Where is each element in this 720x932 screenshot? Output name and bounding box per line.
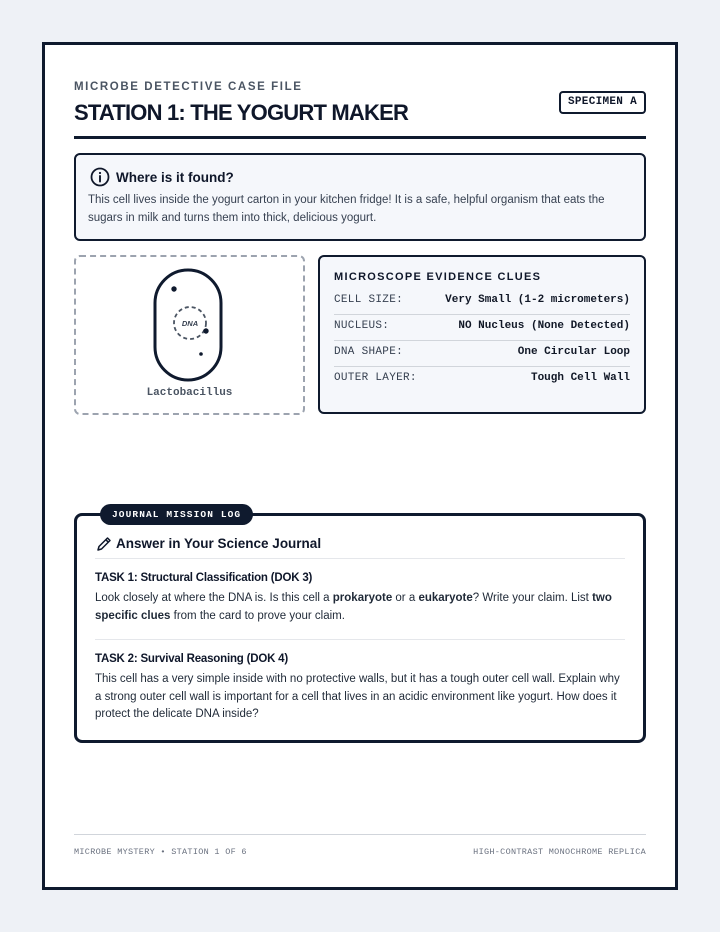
habitat-title: Where is it found? [116, 170, 234, 185]
clue-label: NUCLEUS: [334, 320, 390, 332]
clue-label: OUTER LAYER: [334, 372, 417, 384]
page-title: STATION 1: THE YOGURT MAKER [74, 100, 409, 125]
habitat-description: This cell lives inside the yogurt carton in your kitchen fridge! It is a safe, helpful organism that eats the sugars in milk and turns them into thick, delicious yogurt. [88, 194, 605, 224]
journal-mission-tag: JOURNAL MISSION LOG [100, 504, 253, 525]
journal-divider [95, 639, 625, 640]
clue-row-dna-shape [334, 342, 630, 367]
task-1-prompt: Look closely at where the DNA is. Is this cell a prokaryote or a eukaryote? Write your claim. List two specific clues from the card to prove your claim. [95, 592, 612, 622]
pencil-icon [96, 536, 112, 552]
species-name: Lactobacillus [146, 387, 233, 399]
clue-label: CELL SIZE: [334, 294, 404, 306]
clue-value: One Circular Loop [517, 346, 630, 358]
clue-row-outer-layer [334, 368, 630, 393]
footer-rule [74, 834, 646, 835]
task-2-heading: TASK 2: Survival Reasoning (DOK 4) [95, 653, 288, 665]
bacterium-illustration [151, 266, 226, 384]
keyword-two-clues: two specific clues [95, 592, 612, 622]
ribosome-dot [171, 286, 176, 291]
clue-value: NO Nucleus (None Detected) [458, 320, 630, 332]
clue-label: DNA SHAPE: [334, 346, 404, 358]
task-1-heading: TASK 1: Structural Classification (DOK 3) [95, 572, 313, 584]
specimen-badge: SPECIMEN A [559, 91, 646, 114]
task-2-prompt: This cell has a very simple inside with no protective walls, but it has a tough outer cell wall. Explain why a strong outer cell wall is important for a cell that lives in an acidic environment like yogurt. How does it protect the delicate DNA inside? [95, 673, 620, 720]
footer-station: MICROBE MYSTERY • STATION 1 OF 6 [74, 847, 247, 857]
case-file-page [42, 42, 678, 890]
keyword-prokaryote: prokaryote [332, 592, 393, 604]
ribosome-dot [199, 352, 203, 356]
ribosome-dot [203, 328, 208, 333]
journal-mission-panel [74, 513, 646, 743]
clues-title: MICROSCOPE EVIDENCE CLUES [334, 271, 542, 283]
keyword-eukaryote: eukaryote [418, 592, 473, 604]
specimen-illustration-panel [74, 255, 305, 415]
info-icon [90, 167, 110, 187]
footer-note: HIGH-CONTRAST MONOCHROME REPLICA [473, 847, 646, 857]
journal-divider [95, 558, 625, 559]
clue-row-nucleus [334, 316, 630, 341]
clue-value: Tough Cell Wall [530, 372, 630, 384]
dna-label: DNA [181, 319, 199, 328]
clue-row-cell-size [334, 290, 630, 315]
clue-value: Very Small (1-2 micrometers) [445, 294, 630, 306]
habitat-panel [74, 153, 646, 241]
evidence-clues-panel [318, 255, 646, 414]
title-rule [74, 136, 646, 139]
journal-title: Answer in Your Science Journal [116, 536, 322, 551]
case-file-kicker: MICROBE DETECTIVE CASE FILE [74, 81, 303, 93]
